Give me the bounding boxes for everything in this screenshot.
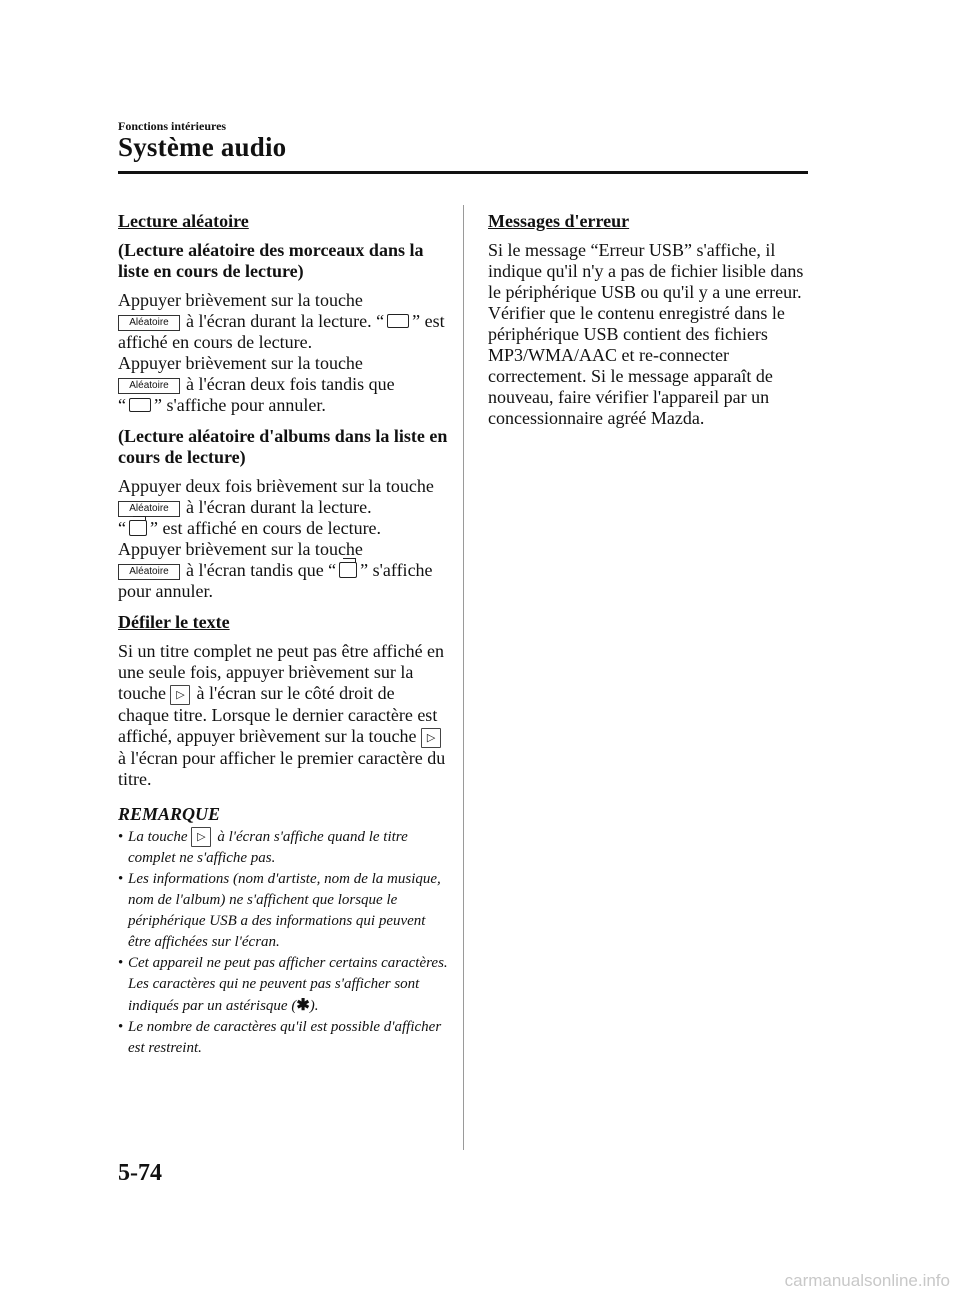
text: ” est affiché en cours de lecture. bbox=[118, 311, 445, 352]
text: Appuyer deux fois brièvement sur la touche bbox=[118, 476, 434, 496]
error-messages-paragraph: Si le message “Erreur USB” s'affiche, il indique qu'il n'y a pas de fichier lisible dans le périphérique USB ou qu'il y a une erreur. Vérifier que le contenu enregistré dans le périphérique USB contient des fichiers MP3/WMA/AAC et re-connecter correctement. Si le message apparaît de nouveau, faire vérifier l'appareil par un concessionnaire agréé Mazda. bbox=[488, 240, 804, 428]
scroll-arrow-icon: ▷ bbox=[421, 728, 441, 748]
shuffle-icon bbox=[129, 398, 151, 412]
right-column bbox=[488, 211, 813, 439]
random-tracks-subheading: (Lecture aléatoire des morceaux dans la liste en cours de lecture) bbox=[118, 240, 424, 281]
text: ). bbox=[309, 998, 319, 1014]
scroll-arrow-icon: ▷ bbox=[170, 685, 190, 705]
column-divider bbox=[463, 205, 464, 1150]
scroll-arrow-icon: ▷ bbox=[191, 827, 211, 847]
random-albums-paragraph bbox=[118, 476, 448, 602]
random-tracks-paragraph bbox=[118, 290, 448, 416]
list-item: • Le nombre de caractères qu'il est possible d'afficher est restreint. bbox=[118, 1017, 448, 1059]
text: ” est affiché en cours de lecture. bbox=[150, 518, 382, 538]
text: à l'écran deux fois tandis que bbox=[186, 374, 395, 394]
random-key-icon: Aléatoire bbox=[118, 501, 180, 517]
album-shuffle-icon bbox=[339, 562, 357, 578]
list-item bbox=[118, 827, 448, 869]
error-messages-heading: Messages d'erreur bbox=[488, 211, 630, 231]
list-item bbox=[118, 953, 448, 1017]
text: Appuyer brièvement sur la touche bbox=[118, 539, 363, 559]
text: ” s'affiche pour annuler. bbox=[154, 395, 326, 415]
random-key-icon: Aléatoire bbox=[118, 564, 180, 580]
text: à l'écran durant la lecture. “ bbox=[186, 311, 385, 331]
scroll-text-paragraph bbox=[118, 641, 448, 790]
text: “ bbox=[118, 395, 126, 415]
text: Cet appareil ne peut pas afficher certains caractères. Les caractères qui ne peuvent pas s'afficher sont indiqués par un astérisque ( bbox=[128, 955, 448, 1014]
text: à l'écran pour afficher le premier caractère du titre. bbox=[118, 748, 446, 789]
text: La touche bbox=[128, 829, 188, 845]
page-number: 5-74 bbox=[118, 1160, 162, 1186]
random-key-icon: Aléatoire bbox=[118, 378, 180, 394]
random-key-icon: Aléatoire bbox=[118, 315, 180, 331]
note-heading: REMARQUE bbox=[118, 804, 221, 824]
text: à l'écran s'affiche quand le titre complet ne s'affiche pas. bbox=[128, 829, 408, 866]
section-label: Fonctions intérieures bbox=[118, 119, 227, 133]
scroll-text-heading: Défiler le texte bbox=[118, 612, 230, 632]
random-play-heading: Lecture aléatoire bbox=[118, 211, 249, 231]
text: ” s'affiche pour annuler. bbox=[118, 560, 433, 601]
album-shuffle-icon bbox=[129, 520, 147, 536]
chapter-title: Système audio bbox=[118, 132, 287, 162]
text: à l'écran tandis que “ bbox=[186, 560, 337, 580]
list-item: • Les informations (nom d'artiste, nom de la musique, nom de l'album) ne s'affichent que lorsque le périphérique USB a des informations qui peuvent être affichées sur l'écran. bbox=[118, 869, 448, 953]
left-column bbox=[118, 211, 448, 1059]
shuffle-icon bbox=[387, 314, 409, 328]
note-list bbox=[118, 827, 448, 1059]
text: Appuyer brièvement sur la touche bbox=[118, 353, 363, 373]
header-rule bbox=[118, 171, 808, 174]
random-albums-subheading: (Lecture aléatoire d'albums dans la liste en cours de lecture) bbox=[118, 426, 448, 467]
text: à l'écran sur le côté droit de chaque titre. Lorsque le dernier caractère est affiché, appuyer brièvement sur la touche bbox=[118, 683, 438, 746]
text: à l'écran durant la lecture. bbox=[186, 497, 372, 517]
text: Si un titre complet ne peut pas être affiché en une seule fois, appuyer brièvement sur la touche bbox=[118, 641, 445, 703]
text: Appuyer brièvement sur la touche bbox=[118, 290, 363, 310]
asterisk-icon: ✱ bbox=[296, 997, 310, 1014]
watermark: carmanualsonline.info bbox=[784, 1271, 950, 1290]
text: “ bbox=[118, 518, 126, 538]
